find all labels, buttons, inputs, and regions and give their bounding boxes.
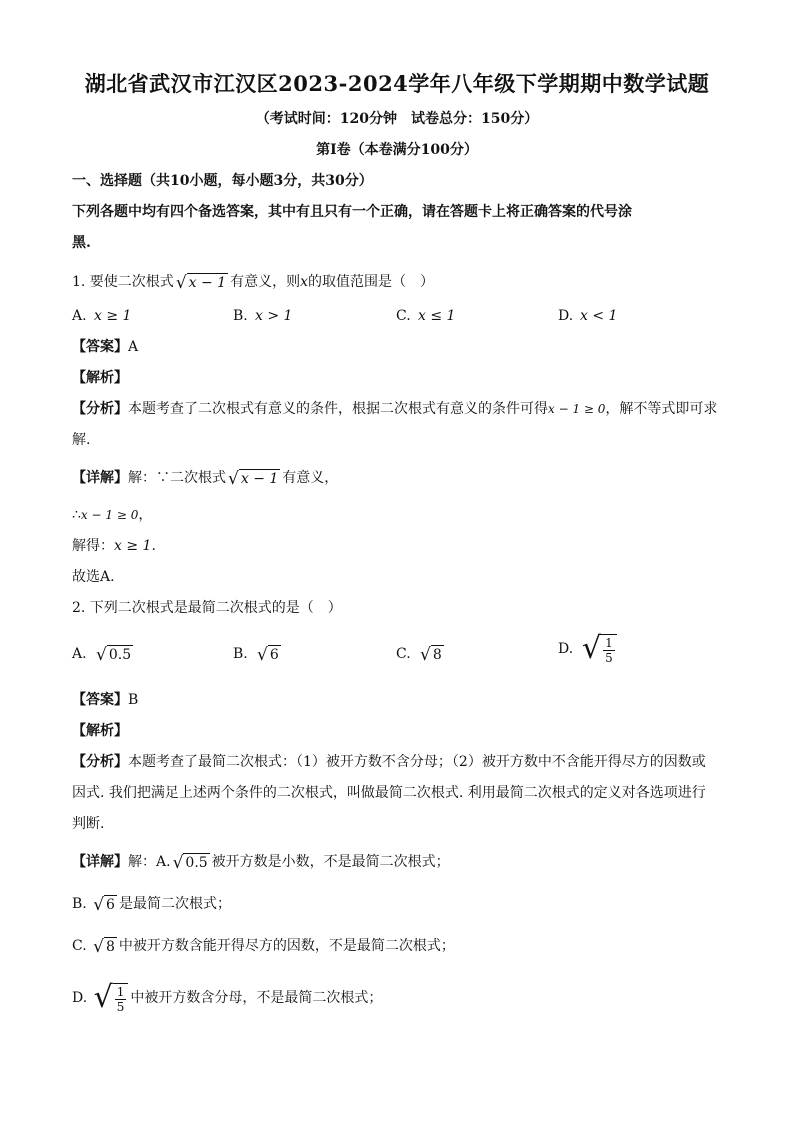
option-text: x ≤ 1 <box>418 308 456 324</box>
q1-stem-post: 有意义，则 <box>230 274 301 290</box>
q2-option-a <box>72 643 135 665</box>
q2-detail-d <box>72 978 722 1018</box>
answer-tag: 【答案】 <box>72 692 128 708</box>
detail-fraction <box>115 985 127 1014</box>
fenxi-tag: 【分析】 <box>72 754 128 770</box>
option-radicand: 8 <box>432 646 442 663</box>
q1-detail-radical <box>228 469 280 488</box>
detail-prefix: C. <box>72 938 87 954</box>
option-label: A. <box>72 308 87 324</box>
page-title: 湖北省武汉市江汉区2023-2024学年八年级下学期期中数学试题 <box>84 71 710 96</box>
exam-info: （考试时间：120分钟 试卷总分：150分） <box>255 111 539 127</box>
q1-fenxi-line-2: 解. <box>72 432 91 448</box>
q2-analysis-tag: 【解析】 <box>72 723 128 739</box>
radical-sign-icon: √ <box>175 272 187 293</box>
q1-option-a <box>72 305 131 327</box>
detail-prefix: B. <box>72 896 87 912</box>
detail-text-end: 有意义， <box>282 470 339 486</box>
q2-stem: 2. 下列二次根式是最简二次根式的是（ ） <box>72 600 342 616</box>
q1-option-c <box>396 305 455 327</box>
q1-var: x <box>300 274 308 290</box>
detail-prefix: 解：A. <box>128 854 171 870</box>
q1-detail-line-2 <box>72 504 722 526</box>
q1-option-d <box>558 305 617 327</box>
detail-radical <box>93 937 117 956</box>
radical-sign-icon: √ <box>172 852 184 873</box>
q2-detail-a <box>72 851 722 873</box>
therefore-sign: ∴ <box>72 507 81 523</box>
detail-radical <box>93 895 117 914</box>
q1-detail-radicand: x − 1 <box>240 470 279 487</box>
section-heading: 一、选择题（共10小题，每小题3分，共30分） <box>72 173 373 189</box>
radical-sign-icon: √ <box>582 631 602 666</box>
option-label: B. <box>233 646 248 662</box>
detail-text: 解：∵二次根式 <box>128 470 226 486</box>
answer-tag: 【答案】 <box>72 339 128 355</box>
detail-text: 中被开方数含能开得尽方的因数，不是最简二次根式； <box>118 938 455 954</box>
detail-fraction-wrap <box>113 983 129 1014</box>
radical-sign-icon: √ <box>93 980 113 1015</box>
radical-sign-icon: √ <box>228 468 239 489</box>
option-label: A. <box>72 646 87 662</box>
q2-detail-c <box>72 935 722 957</box>
q1-answer <box>72 336 722 358</box>
detail-radicand: 0.5 <box>185 854 208 871</box>
q1-stem-pre: 1. 要使二次根式 <box>72 274 174 290</box>
q2-fenxi-line-2: 因式. 我们把满足上述两个条件的二次根式，叫做最简二次根式. 利用最简二次根式的定义对各选项进行 <box>72 785 706 801</box>
fraction-numerator: 1 <box>116 985 125 999</box>
q1-radical <box>176 273 228 292</box>
option-label: B. <box>233 308 248 324</box>
option-text: x < 1 <box>580 308 618 324</box>
q1-option-b <box>233 305 292 327</box>
fraction-denominator: 5 <box>116 1000 125 1014</box>
radical-sign-icon: √ <box>93 894 105 915</box>
q2-option-b <box>233 643 283 665</box>
q1-detail-line-1 <box>72 467 722 489</box>
part-heading: 第I卷（本卷满分100分） <box>316 142 478 158</box>
radical-sign-icon: √ <box>93 936 104 957</box>
radical-sign-icon: √ <box>257 644 268 665</box>
fenxi-inequality: x − 1 ≥ 0 <box>548 402 606 416</box>
fenxi-text-end: ，解不等式即可求 <box>605 401 718 417</box>
answer-value: B <box>128 692 139 708</box>
option-text: x ≥ 1 <box>94 308 132 324</box>
answer-value: A <box>128 339 139 355</box>
section-instruction-2: 黑. <box>72 235 91 251</box>
option-radical <box>257 645 281 664</box>
q1-fenxi-line-1 <box>72 398 722 420</box>
q2-option-c <box>396 643 446 665</box>
option-fraction <box>603 636 615 665</box>
detail-text: 是最简二次根式； <box>118 896 231 912</box>
detail-punct: ， <box>138 507 153 523</box>
option-radicand: 0.5 <box>108 646 132 663</box>
detail-text: 被开方数是小数，不是最简二次根式； <box>211 854 450 870</box>
fenxi-tag: 【分析】 <box>72 401 128 417</box>
detail-prefix: D. <box>72 990 88 1006</box>
q1-analysis-tag: 【解析】 <box>72 370 128 386</box>
option-fraction-wrap <box>601 634 617 665</box>
option-label: D. <box>558 308 574 324</box>
detail-inequality: x − 1 ≥ 0 <box>80 508 139 522</box>
q2-option-d <box>558 633 619 665</box>
section-instruction-1: 下列各题中均有四个备选答案，其中有且只有一个正确，请在答题卡上将正确答案的代号涂 <box>72 204 632 220</box>
detail-radicand: 6 <box>106 896 115 913</box>
radical-sign-icon: √ <box>420 644 431 665</box>
detail-tag: 【详解】 <box>72 470 128 486</box>
radical-sign-icon: √ <box>96 644 107 665</box>
q2-answer <box>72 689 722 711</box>
q1-detail-line-3 <box>72 535 722 557</box>
fenxi-text: 本题考查了最简二次根式：（1）被开方数不含分母；（2）被开方数中不含能开得尽方的因数或 <box>128 754 706 770</box>
fraction-numerator: 1 <box>605 636 613 650</box>
option-text: x > 1 <box>255 308 293 324</box>
q1-stem <box>72 271 722 293</box>
option-radical <box>96 645 133 664</box>
q2-fenxi-line-1 <box>72 751 722 773</box>
detail-result: x ≥ 1 <box>114 538 152 554</box>
option-label: C. <box>396 646 411 662</box>
detail-radical <box>173 853 210 872</box>
fraction-denominator: 5 <box>605 651 613 665</box>
option-radical <box>582 633 617 665</box>
q1-detail-line-4: 故选A. <box>72 569 115 585</box>
q1-stem-end: 的取值范围是（ ） <box>308 274 434 290</box>
q2-detail-b <box>72 893 722 915</box>
q2-fenxi-line-3: 判断. <box>72 816 105 832</box>
option-label: D. <box>558 641 574 657</box>
fenxi-text: 本题考查了二次根式有意义的条件，根据二次根式有意义的条件可得 <box>128 401 548 417</box>
detail-radical <box>94 982 129 1014</box>
option-radicand: 6 <box>269 646 279 663</box>
detail-solve: 解得： <box>72 538 114 554</box>
detail-tag: 【详解】 <box>72 854 128 870</box>
q1-radicand: x − 1 <box>188 274 227 291</box>
option-label: C. <box>396 308 411 324</box>
detail-text: 中被开方数含分母，不是最简二次根式； <box>130 990 383 1006</box>
detail-radicand: 8 <box>105 938 115 955</box>
detail-punct: . <box>151 538 156 554</box>
option-radical <box>420 645 444 664</box>
